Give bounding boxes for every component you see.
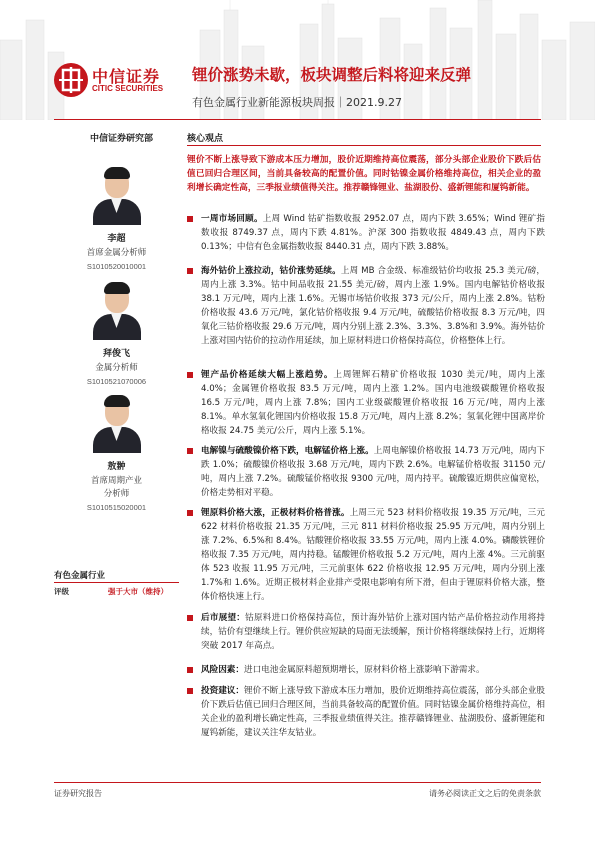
analyst-role-line: 分析师 <box>103 489 130 499</box>
analyst-name: 敖翀 <box>107 462 126 472</box>
analyst-license-id: S1010515020001 <box>86 503 147 512</box>
bullet-title: 电解镍与硫酸镍价格下跌，电解锰价格上涨。 <box>201 446 374 456</box>
bullet-title: 海外钴价上涨拉动，钴价涨势延续。 <box>201 266 341 276</box>
footer-divider <box>54 782 541 783</box>
bullet-text: 钴原料进口价格保持高位，预计海外钴价上涨对国内钴产品价格拉动作用将持续，钴价有望继续上行。锂价供应短缺的局面无法缓解，预计价格将继续保持上行，近期将突破 2017 年高点。 <box>201 613 545 651</box>
analyst-card <box>54 393 179 512</box>
analyst-name: 李超 <box>107 234 126 244</box>
bullet-title: 后市展望： <box>201 613 246 623</box>
report-subtitle: 有色金属行业新能源板块周报｜2021.9.27 <box>192 96 402 109</box>
bullet-text: 进口电池金属原料超预期增长，原材料价格上涨影响下游需求。 <box>243 665 485 675</box>
analyst-role: 首席金属分析师 <box>86 248 147 258</box>
bullet-text: 上周电解镍价格收报 14.73 万元/吨，周内下跌 1.0%；硫酸镍价格收报 3.68 万元/吨，周内下跌 2.6%。电解锰价格收报 31150 元/吨，周内上涨 7.2%。硫酸锰价格收报 9300 元/吨，周内持平。硫酸镍近期供应偏宽松，价格走势相对平稳。 <box>201 446 545 498</box>
analyst-role-line: 首席周期产业 <box>90 476 142 486</box>
bullet-title: 投资建议： <box>201 686 244 696</box>
bullet-title: 风险因素： <box>201 665 244 675</box>
bullet-square-icon <box>187 448 193 454</box>
analyst-card <box>54 280 179 386</box>
bullet-text: 上周锂辉石精矿价格收报 1030 美元/吨，周内上涨 4.0%；金属锂价格收报 83.5 万元/吨，周内上涨 1.2%。国内电池级碳酸锂价格收报 16.5 万元/吨，周内上涨 7.8%；国内工业级碳酸锂价格收报 16 万元/吨，周内上涨 8.1%。单水氢氧化锂国内价格收报 15.8 万元/吨，周内上涨 8.2%；氢氧化锂中国离岸价格收报 24.75 美元/公斤，周内上涨 5.1%。 <box>201 370 545 436</box>
analyst-role: 金属分析师 <box>95 363 138 373</box>
report-title: 锂价涨势未歇，板块调整后料将迎来反弹 <box>192 66 472 84</box>
bullet-title: 一周市场回顾。 <box>201 214 263 224</box>
bullet-square-icon <box>187 268 193 274</box>
bullet-text: 上周 Wind 钴矿指数收报 2952.07 点，周内下跌 3.65%；Wind 锂矿指数收报 8749.37 点，周内下跌 4.81%。沪深 300 指数收报 4849.43 点，周内下跌 0.13%；中信有色金属指数收报 8440.31 点，周内下跌 3.88%。 <box>201 214 545 252</box>
list-item <box>187 684 545 740</box>
bullet-title: 锂产品价格延续大幅上涨趋势。 <box>201 370 334 380</box>
bullet-title: 锂原料价格大涨，正极材料价格普涨。 <box>201 508 350 518</box>
citic-emblem-icon <box>54 63 88 97</box>
department-label: 中信证券研究部 <box>90 134 154 144</box>
footer-report-type: 证券研究报告 <box>54 789 102 798</box>
logo-text-cn: 中信证券 <box>92 67 161 86</box>
bullet-square-icon <box>187 667 193 673</box>
list-item <box>187 506 545 604</box>
citic-logo <box>54 63 184 103</box>
logo-text-en: CITIC SECURITIES <box>92 84 164 93</box>
bullet-text: 上周三元 523 材料价格收报 19.35 万元/吨，三元 622 材料价格收报 21.35 万元/吨，三元 811 材料价格收报 25.95 万元/吨，周内分别上涨 7.2%、6.5%和 8.4%。钴酸锂价格收报 33.55 万元/吨，周内上涨 4.0%。磷酸铁锂价格收报 7.35 万元/吨，周内持稳。锰酸锂价格收报 5.2 万元/吨，周内上涨 4%。三元前驱体 523 收报 11.95 万元/吨，三元前驱体 622 价格收报 12.95 万元/吨，周内分别上涨 1.7%和 1.6%。近期正极材料企业排产受限电影响有所下滑，但由于锂原料价格大涨，整体价格快速上行。 <box>201 508 545 602</box>
analyst-license-id: S1010520010001 <box>86 262 147 271</box>
list-item <box>187 663 545 677</box>
rating-divider <box>54 582 179 583</box>
analyst-name: 拜俊飞 <box>102 349 130 359</box>
bullet-square-icon <box>187 688 193 694</box>
analyst-role <box>54 475 179 501</box>
core-view-heading: 核心观点 <box>187 134 224 144</box>
core-view-divider <box>187 145 541 146</box>
bullet-text: 锂价不断上涨导致下游成本压力增加，股价近期维持高位震荡，部分头部企业股价下跌后估值已回归合理区间，当前具备较高的配置价值。同时钴镍金属价格维持高位，相关企业的盈利增长确定性高，三季报业绩值得关注。推荐赣锋锂业、盐湖股份、盛新锂能和厦钨新能，建议关注华友钴业。 <box>201 686 545 738</box>
analyst-card <box>54 165 179 271</box>
core-view-summary: 锂价不断上涨导致下游成本压力增加，股价近期维持高位震荡，部分头部企业股价下跌后估值已回归合理区间，当前具备较高的配置价值。同时钴镍金属价格维持高位，相关企业的盈利增长确定性高，三季报业绩值得关注。推荐赣锋锂业、盐湖股份、盛新锂能和厦钨新能。 <box>187 155 541 193</box>
list-item <box>187 611 545 653</box>
bullet-square-icon <box>187 510 193 516</box>
rating-label: 评级 <box>54 587 69 596</box>
header-divider <box>54 119 541 120</box>
avatar <box>91 393 143 453</box>
bullet-square-icon <box>187 216 193 222</box>
bullet-text: 上周 MB 合金级、标准级钴价均收报 25.3 美元/磅，周内上涨 3.3%。钴中间品收报 21.55 美元/磅，周内上涨 1.9%。国内电解钴价格收报 38.1 万元/吨，周内上涨 1.6%。无锡市场钴价收报 373 元/公斤，周内上涨 2.8%。钴粉价格收报 43.6 万元/吨，氯化钴价格收报 9.4 万元/吨，硫酸钴价格收报 8.3 万元/吨，四氧化三钴价格收报 29.6 万元/吨，周内分别上涨 2.3%、3.3%、3.8%和 3.9%。海外钴价上涨对国内钴价的拉动作用延续，加上原材料进口价格保持高位，价格整体上行。 <box>201 266 545 346</box>
list-item <box>187 368 545 438</box>
avatar <box>91 280 143 340</box>
list-item <box>187 212 545 254</box>
bullet-square-icon <box>187 615 193 621</box>
footer-disclaimer-note: 请务必阅读正文之后的免责条款 <box>429 789 541 798</box>
list-item <box>187 264 545 348</box>
list-item <box>187 444 545 500</box>
avatar <box>91 165 143 225</box>
rating-section-header: 有色金属行业 <box>54 571 106 581</box>
bullet-square-icon <box>187 372 193 378</box>
rating-value: 强于大市（维持） <box>108 587 168 596</box>
analyst-license-id: S1010521070006 <box>86 377 147 386</box>
